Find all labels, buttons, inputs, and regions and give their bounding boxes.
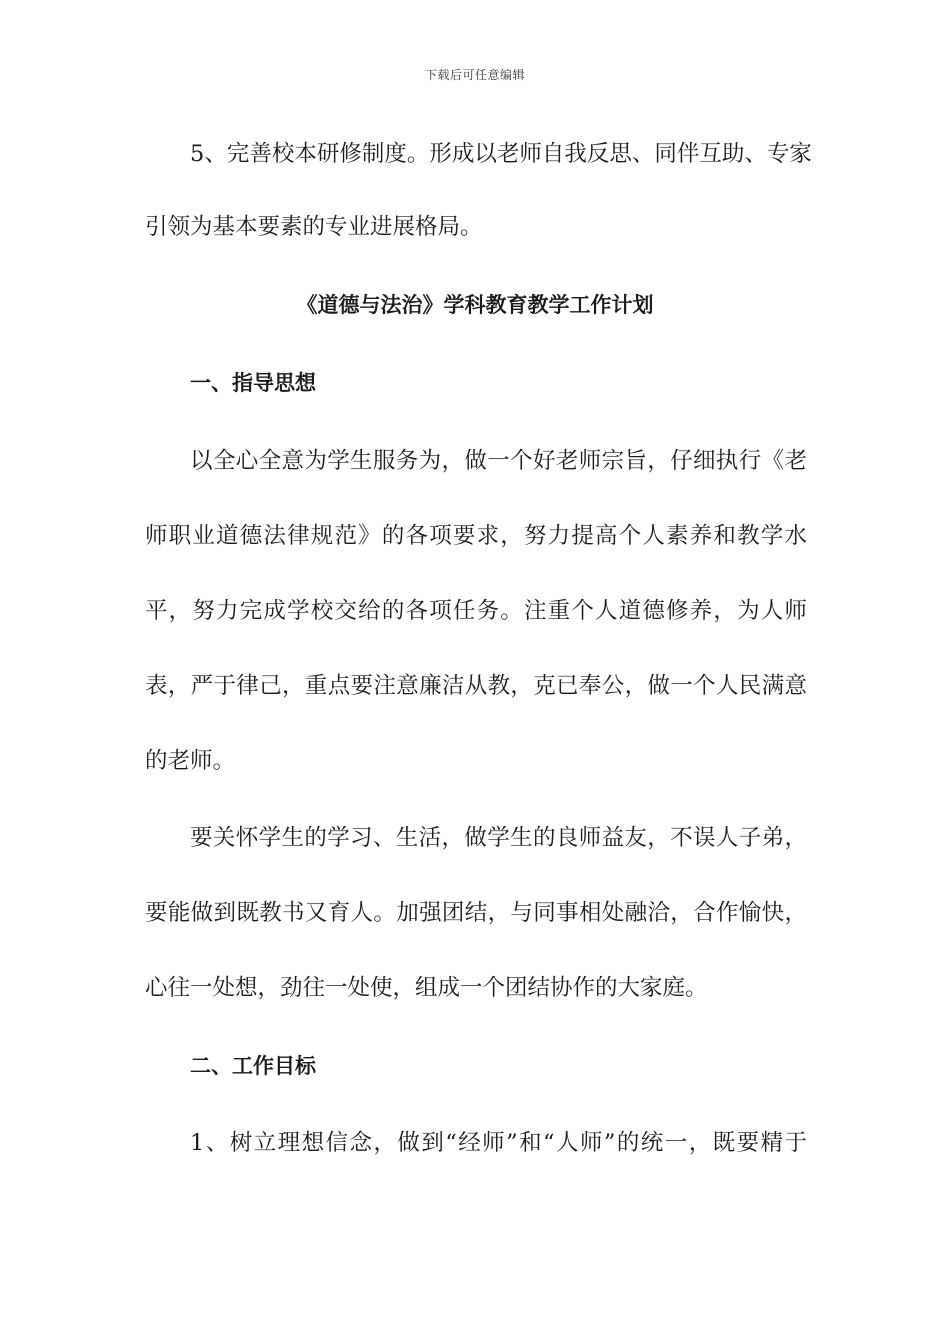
section-1-para-1-line-5: 的老师。 bbox=[145, 748, 236, 774]
section-1-para-1-line-4: 表，严于律己，重点要注意廉洁从教，克已奉公，做一个人民满意 bbox=[145, 673, 807, 699]
section-1-para-1-line-1: 以全心全意为学生服务为，做一个好老师宗旨，仔细执行《老 bbox=[190, 448, 807, 474]
section-1-para-2-line-3: 心往一处想，劲往一处使，组成一个团结协作的大家庭。 bbox=[145, 975, 708, 1001]
paragraph-5-line-2: 引领为基本要素的专业进展格局。 bbox=[145, 214, 483, 240]
section-2-para-1-line-1: 1、树立理想信念，做到“经师”和“人师”的统一，既要精于 bbox=[190, 1130, 807, 1156]
section-1-para-2-line-2: 要能做到既教书又育人。加强团结，与同事相处融洽，合作愉快， bbox=[145, 900, 807, 926]
paragraph-5-line-1: 5、完善校本研修制度。形成以老师自我反思、同伴互助、专家 bbox=[190, 141, 812, 167]
section-2-heading: 二、工作目标 bbox=[190, 1054, 316, 1078]
section-1-para-1-line-2: 师职业道德法律规范》的各项要求，努力提高个人素养和教学水 bbox=[145, 523, 807, 549]
section-1-heading: 一、指导思想 bbox=[190, 371, 316, 395]
section-1-para-1-line-3: 平，努力完成学校交给的各项任务。注重个人道德修养，为人师 bbox=[145, 598, 807, 624]
header-note: 下载后可任意编辑 bbox=[424, 68, 525, 82]
section-1-para-2-line-1: 要关怀学生的学习、生活，做学生的良师益友，不误人子弟， bbox=[190, 825, 807, 851]
document-title: 《道德与法治》学科教育教学工作计划 bbox=[296, 293, 654, 317]
